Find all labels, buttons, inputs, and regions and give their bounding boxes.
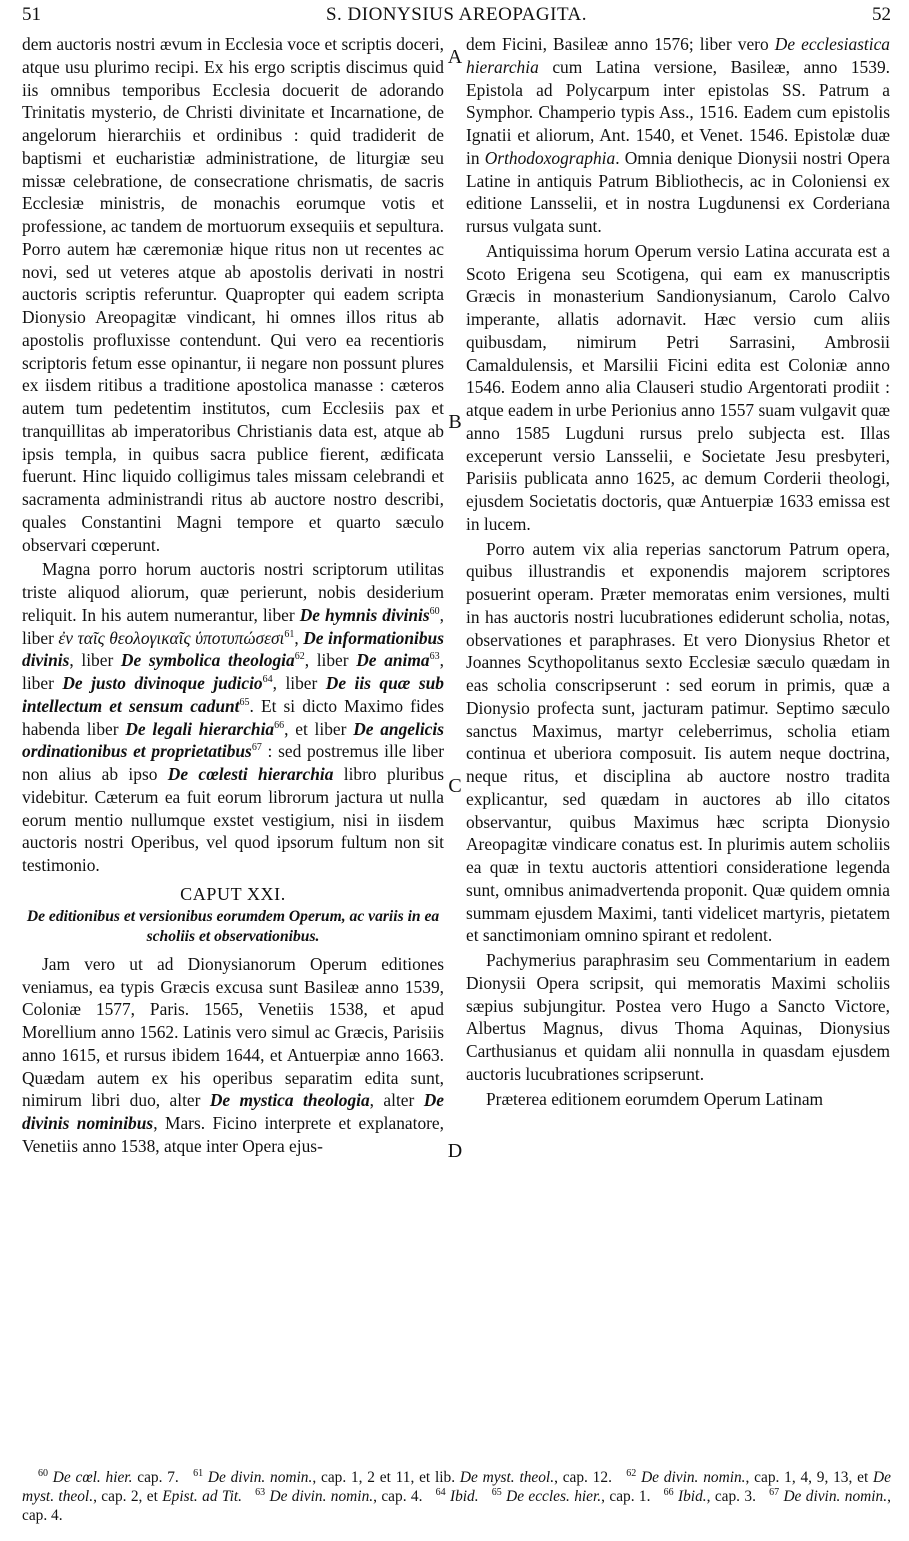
greek-title: ἐν ταῖς θεολογικαῖς ὑποτυπώσεσι [58,627,285,648]
right-paragraph-1: dem Ficini, Basileæ anno 1576; liber vero De ecclesiastica hierarchia cum Latina versione, Basileæ, anno 1539. Epistola ad Polycarpum inter epistolas SS. Patrum a Symphor. Champerio typis Ass., 1516. Eadem cum epistolis Ignatii et aliorum, Ant. 1540, et Venet. 1546. Epistolæ duæ in Orthodoxographia. Omnia denique Dionysii nostri Opera Latine in antiquis Patrum Bibliothecis, ac in Coloniensi ex editione Lansselii, et in nostra Lugdunensi ex Corderiana rursus vulgata sunt. [466,34,890,236]
footnote-block [22,1468,891,1525]
margin-letter-c: C [448,775,462,797]
running-title: S. DIONYSIUS AREOPAGITA. [325,4,588,25]
right-paragraph-2: Antiquissima horum Operum versio Latina accurata est a Scoto Erigena seu Scotigena, qui eam ex manuscriptis Græcis in monasterium Sandionysianum, Carolo Calvo imperante, allatis adornavit. Hæc versio cum aliis quibusdam, nimirum Petri Sarrasini, Ambrosii Camaldulensis, et Marsilii Ficini edita est Coloniæ anno 1546. Eodem anno alia Clauseri studio Argentorati prodiit : atque eadem in urbe Perionius anno 1557 suam vulgavit quæ anno 1585 Lugduni rursus prelo subjecta est. Illas exceperunt versio Lansselii, e Societate Jesu presbyteri, Parisiis publicata anno 1625, ac demum Corderii theologi, ejusdem Societatis doctoris, quæ Antuerpiæ 1633 emissa est in lucem. [466,240,890,534]
footnote-60: $^{60}$ De cœl. hier. cap. 7. [38,1467,179,1486]
footnote-64: $^{64}$ Ibid. [435,1486,479,1505]
margin-letter-d: D [447,1140,463,1162]
footnote-63: $^{63}$ De divin. nomin., cap. 4. [255,1486,423,1505]
chapter-title: CAPUT XXI. [180,883,286,904]
footnotes [22,1468,891,1525]
running-head [22,2,891,28]
left-paragraph-3: Jam vero ut ad Dionysianorum Operum editiones veniamus, ea typis Græcis excusa sunt Basileæ anno 1539, Coloniæ 1577, Paris. 1565, Venetiis 1538, et apud Morellium anno 1562. Latinis vero simul ac Græcis, Parisiis anno 1615, et rursus ibidem 1644, et Antuerpiæ anno 1663. Quædam autem ex his operibus separatim edita sunt, nimirum libri duo, alter De mystica theologia, alter De divinis nominibus, Mars. Ficino interprete et explanatore, Venetiis anno 1538, atque inter Opera ejus- [22,953,445,1156]
right-paragraph-5: Præterea editionem eorumdem Operum Latinam [486,1088,824,1109]
footnote-67: $^{67}$ De divin. nomin., cap. 4. [22,1486,891,1524]
right-column [466,33,890,1110]
chapter-subtitle: De editionibus et versionibus eorumdem Operum, ac variis in ea scholiis et observationibus. [26,907,440,945]
page-number-left: 51 [22,4,41,25]
footnote-62: $^{62}$ De divin. nomin., cap. 1, 4, 9, 13, et De myst. theol., cap. 2, et Epist. ad Tit. [22,1467,891,1505]
margin-letter-b: B [448,411,462,433]
footnote-61: $^{61}$ De divin. nomin., cap. 1, 2 et 11, et lib. De myst. theol., cap. 12. [193,1467,612,1486]
left-paragraph-1: dem auctoris nostri ævum in Ecclesia voce et scriptis doceri, atque usu plurimo recipi. Ex his ergo scriptis discimus quid iis omnibus temporibus Ecclesia docuerit de adorando Trinitatis mysterio, de Christi divinitate et Incarnatione, de angelorum hierarchiis et ordinibus : quid tradiderit de baptismi et eucharistiæ administratione, de liturgiæ seu missæ celebratione, de consecratione chrismatis, de sacris Ecclesiæ ministris, de monachis eorumque votis et professione, ac tandem de mortuorum exsequiis et sepultura. Porro autem hæ cæremoniæ hique ritus non ut recentes ac novi, sed ut veteres atque ab apostolis derivati in nostri auctoris scriptis referuntur. Quapropter qui eadem scripta Dionysio Areopagitæ vindicant, hi omnes illos ritus ab apostolis profluxisse contendunt. Qui vero ea recentioris scriptoris fetum esse opinantur, ii negare non possunt plures ex iisdem ritibus a traditione apostolica manasse : cæteros autem tum pedetentim institutos, cum Ecclesiis pax et tranquillitas ab imperatoribus Christianis data est, atque ab ipsis templa, in quibus sacra publice fierent, ædificata fuerunt. Hinc liquido colligimus tales missam celebrandi et sacramenta administrandi ritus ab auctore nostro describi, quales Constantini Magni tempore et quarto sæculo observari cœperunt. [22,34,444,555]
right-paragraph-4: Pachymerius paraphrasim seu Commentarium in eadem Dionysii Opera scripsit, qui memoratis Maximi scholiis sæpius subjungitur. Postea vero Hugo a Sancto Victore, Albertus Magnus, divus Thoma Aquinas, Dionysius Carthusianus et quidam alii nonnulla in quasdam ejusdem auctoris lucubrationes scripserunt. [466,950,890,1084]
footnote-66: $^{66}$ Ibid., cap. 3. [663,1486,756,1505]
right-paragraph-3: Porro autem vix alia reperias sanctorum Patrum opera, quibus illustrandis et exponendis majorem scriptores posuerint operam. Præter memoratas enim versiones, multi in has auctoris nostri lucubrationes ediderunt scholia, notas, observationes et paraphrases. Et vero Dionysius Rhetor et Joannes Scythopolitanus sexto Ecclesiæ sæculo quædam in eas scholia conscripserunt : sed eorum in primis, quæ a Dionysio profecta sunt, jacturam patimur. Septimo sæculo sanctus Maximus, martyr celeberrimus, scholia etiam continua et uberiora composuit. Iis autem neque doctrina, neque ritus, et disciplina ab auctore nostro tradita explicantur, sed quædam in auctores ab illo citatos observantur, quibus Maximus hæc scripta Dionysio Areopagitæ vindicare conatus est. In plurimis autem scholiis ea quæ in textu auctoris attentiori consideratione legenda sunt, omnibus animadvertenda proponit. Quæ quidem omnia summam ejusdem Maximi, tanti videlicet martyris, pietatem et sanctimoniam omnino spirant et redolent. [466,538,890,946]
footnote-65: $^{65}$ De eccles. hier., cap. 1. [491,1486,651,1505]
page-number-right: 52 [872,4,891,25]
left-paragraph-2: Magna porro horum auctoris nostri scriptorum utilitas triste aliquod aliorum, quæ perierunt, nobis desiderium reliquit. In his autem numerantur, liber De hymnis divinis$^{60}$, liber ἐν ταῖς θεολογικαῖς ὑποτυπώσεσι$^{61}$, De informationibus divinis, liber De symbolica theologia$^{62}$, liber De anima$^{63}$, liber De justo divinoque judicio$^{64}$, liber De iis quæ sub intellectum et sensum cadunt$^{65}$. Et si dicto Maximo fides habenda liber De legali hierarchia$^{66}$, et liber De angelicis ordinationibus et proprietatibus$^{67}$ : sed postremus ille liber non alius ab ipso De cœlesti hierarchia libro pluribus videbitur. Cæterum ea fuit eorum librorum jactura ut nulla eorum mentio nullumque exstet vestigium, nisi in iisdem auctoris nostri Operibus, vel quod ipsorum fultum non sit testimonio. [22,559,444,875]
left-column [22,33,444,1158]
margin-letter-a: A [447,46,463,68]
